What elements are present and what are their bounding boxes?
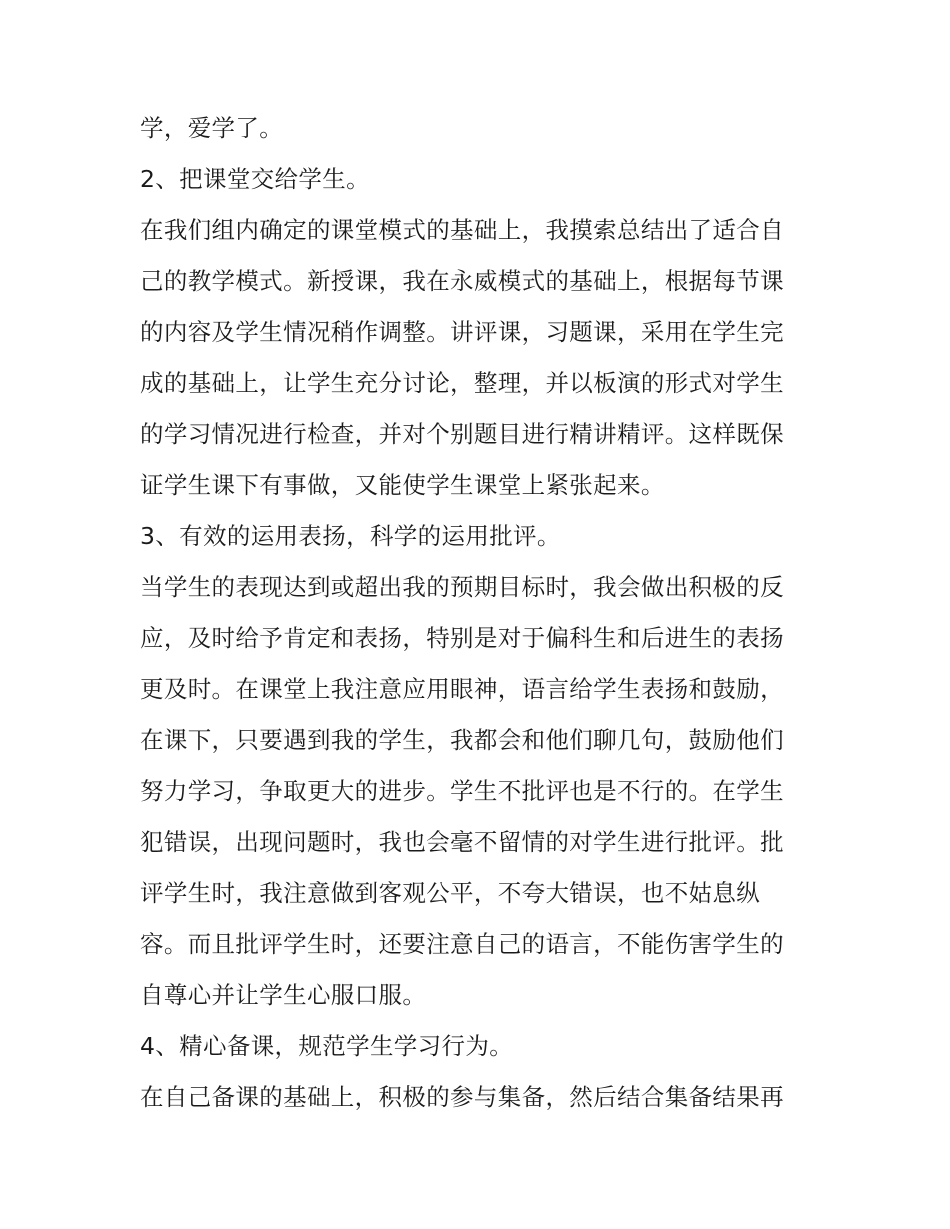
text-line: 努力学习，争取更大的进步。学生不批评也是不行的。在学生: [140, 777, 784, 805]
text-line: 在我们组内确定的课堂模式的基础上，我摸索总结出了适合自: [140, 216, 784, 244]
text-line: 应，及时给予肯定和表扬，特别是对于偏科生和后进生的表扬: [140, 624, 784, 652]
text-line: 在课下，只要遇到我的学生，我都会和他们聊几句，鼓励他们: [140, 726, 784, 754]
document-body: [140, 103, 815, 1123]
text-line: 学，爱学了。: [140, 114, 284, 142]
text-line: 自尊心并让学生心服口服。: [140, 981, 427, 1009]
section-heading-3: 3、有效的运用表扬，科学的运用批评。: [140, 522, 561, 550]
text-line: 的内容及学生情况稍作调整。讲评课，习题课，采用在学生完: [140, 318, 784, 346]
section-heading-2: 2、把课堂交给学生。: [140, 165, 370, 193]
text-line: 当学生的表现达到或超出我的预期目标时，我会做出积极的反: [140, 573, 784, 601]
text-line: 己的教学模式。新授课，我在永威模式的基础上，根据每节课: [140, 267, 784, 295]
text-line: 评学生时，我注意做到客观公平，不夸大错误，也不姑息纵: [140, 879, 761, 907]
text-line: 犯错误，出现问题时，我也会毫不留情的对学生进行批评。批: [140, 828, 784, 856]
text-line: 更及时。在课堂上我注意应用眼神，语言给学生表扬和鼓励，: [140, 675, 784, 703]
text-line: 在自己备课的基础上，积极的参与集备，然后结合集备结果再: [140, 1083, 784, 1111]
text-line: 成的基础上，让学生充分讨论，整理，并以板演的形式对学生: [140, 369, 784, 397]
text-line: 容。而且批评学生时，还要注意自己的语言，不能伤害学生的: [140, 930, 784, 958]
text-line: 证学生课下有事做，又能使学生课堂上紧张起来。: [140, 471, 665, 499]
text-line: 的学习情况进行检查，并对个别题目进行精讲精评。这样既保: [140, 420, 784, 448]
section-heading-4: 4、精心备课，规范学生学习行为。: [140, 1032, 514, 1060]
